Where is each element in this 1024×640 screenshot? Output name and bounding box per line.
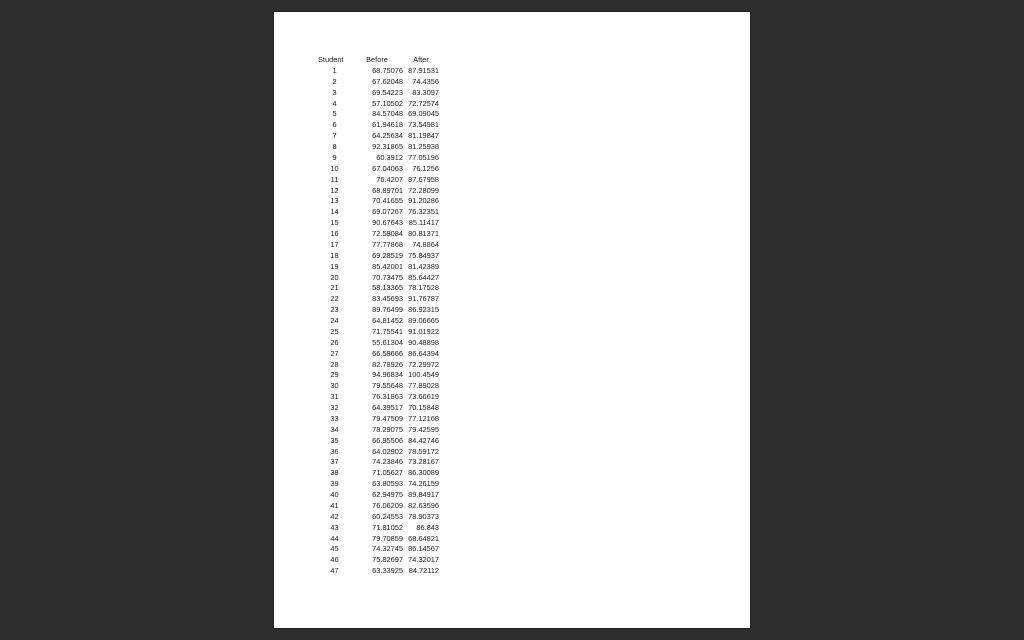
cell-student: 26: [330, 337, 339, 347]
cell-before: 66.58666: [372, 348, 403, 358]
cell-after: 69.09045: [408, 109, 439, 119]
cell-student: 22: [330, 294, 339, 304]
cell-student: 12: [330, 185, 339, 195]
cell-after: 77.89028: [408, 381, 439, 391]
cell-before: 69.54223: [372, 87, 403, 97]
cell-student: 4: [332, 98, 337, 108]
cell-student: 37: [330, 457, 339, 467]
table-row: [318, 544, 439, 555]
cell-student: 3: [332, 87, 337, 97]
table-row: [318, 240, 439, 251]
cell-after: 86.843: [416, 522, 439, 532]
table-row: [318, 566, 439, 577]
table-row: [318, 283, 439, 294]
scores-table: [318, 55, 439, 577]
table-row: [318, 142, 439, 153]
cell-before: 85.42001: [372, 261, 403, 271]
cell-before: 64.81452: [372, 316, 403, 325]
cell-before: 55.61304: [372, 337, 403, 347]
table-row: [318, 501, 439, 512]
cell-after: 74.8864: [412, 239, 439, 249]
table-row: [318, 109, 439, 120]
cell-after: 72.28099: [408, 185, 439, 195]
cell-after: 80.81371: [408, 229, 439, 238]
cell-after: 77.12168: [408, 413, 439, 423]
cell-before: 89.76499: [372, 305, 403, 315]
cell-student: 5: [332, 109, 337, 119]
table-row: [318, 338, 439, 349]
cell-after: 84.42746: [408, 435, 439, 445]
cell-after: 70.15848: [408, 403, 439, 412]
cell-before: 60.24553: [372, 511, 403, 521]
cell-after: 91.20286: [408, 196, 439, 206]
cell-before: 70.41655: [372, 196, 403, 206]
cell-before: 79.47509: [372, 413, 403, 423]
cell-before: 69.07267: [372, 207, 403, 217]
cell-student: 43: [330, 522, 339, 532]
table-row: [318, 262, 439, 273]
cell-after: 90.48898: [408, 337, 439, 347]
cell-before: 64.25634: [372, 131, 403, 141]
cell-student: 21: [330, 283, 339, 293]
cell-after: 73.54981: [408, 120, 439, 130]
cell-after: 86.30089: [408, 468, 439, 478]
table-row: [318, 251, 439, 262]
cell-before: 57.10502: [372, 98, 403, 108]
cell-student: 10: [330, 163, 339, 173]
cell-student: 2: [332, 76, 337, 86]
table-row: [318, 447, 439, 458]
cell-after: 72.72574: [408, 98, 439, 108]
table-row: [318, 327, 439, 338]
cell-before: 72.58084: [372, 229, 403, 238]
cell-after: 87.67958: [408, 174, 439, 184]
table-row: [318, 66, 439, 77]
cell-student: 25: [330, 326, 339, 336]
cell-before: 92.31865: [372, 142, 403, 151]
cell-before: 76.4207: [376, 174, 403, 184]
table-row: [318, 120, 439, 131]
cell-after: 81.42389: [408, 261, 439, 271]
table-row: [318, 370, 439, 381]
cell-before: 90.67643: [372, 218, 403, 228]
table-row: [318, 207, 439, 218]
cell-before: 63.80593: [372, 479, 403, 489]
cell-after: 76.1256: [412, 163, 439, 173]
cell-before: 79.55648: [372, 381, 403, 391]
cell-before: 67.04063: [372, 163, 403, 173]
cell-after: 76.32351: [408, 207, 439, 217]
cell-before: 63.33925: [372, 566, 403, 576]
cell-before: 67.62048: [372, 76, 403, 86]
cell-before: 71.05627: [372, 468, 403, 478]
cell-student: 17: [330, 239, 339, 249]
cell-before: 61.94618: [372, 120, 403, 130]
cell-before: 79.70859: [372, 533, 403, 543]
table-row: [318, 403, 439, 414]
cell-student: 35: [330, 435, 339, 445]
table-row: [318, 186, 439, 197]
cell-before: 70.73475: [372, 272, 403, 282]
cell-student: 47: [330, 566, 339, 576]
cell-student: 31: [330, 392, 339, 402]
table-row: [318, 273, 439, 284]
cell-before: 60.3912: [376, 152, 403, 162]
cell-after: 68.64821: [408, 533, 439, 543]
table-row: [318, 425, 439, 436]
table-row: [318, 490, 439, 501]
cell-after: 74.32017: [408, 555, 439, 565]
cell-student: 36: [330, 446, 339, 456]
cell-after: 89.06665: [408, 316, 439, 325]
cell-student: 42: [330, 511, 339, 521]
header-after: After: [413, 55, 429, 64]
table-row: [318, 131, 439, 142]
cell-after: 78.59172: [408, 446, 439, 456]
cell-before: 94.96834: [372, 370, 403, 380]
table-row: [318, 436, 439, 447]
cell-after: 81.25938: [408, 142, 439, 151]
table-row: [318, 523, 439, 534]
cell-before: 64.02902: [372, 446, 403, 456]
cell-student: 6: [332, 120, 337, 130]
cell-student: 11: [330, 174, 339, 184]
cell-after: 86.92315: [408, 305, 439, 315]
cell-before: 76.31863: [372, 392, 403, 402]
table-row: [318, 99, 439, 110]
table-row: [318, 349, 439, 360]
cell-student: 34: [330, 424, 339, 434]
cell-after: 73.66619: [408, 392, 439, 402]
table-row: [318, 175, 439, 186]
cell-before: 74.23846: [372, 457, 403, 467]
table-row: [318, 88, 439, 99]
cell-student: 20: [330, 272, 339, 282]
cell-after: 74.26159: [408, 479, 439, 489]
cell-student: 40: [330, 490, 339, 499]
table-row: [318, 534, 439, 545]
cell-after: 78.17528: [408, 283, 439, 293]
cell-after: 73.28167: [408, 457, 439, 467]
cell-student: 7: [332, 131, 337, 141]
cell-student: 15: [330, 218, 339, 228]
cell-before: 66.95506: [372, 435, 403, 445]
table-row: [318, 316, 439, 327]
cell-student: 16: [330, 229, 339, 238]
table-row: [318, 153, 439, 164]
table-row: [318, 196, 439, 207]
table-row: [318, 468, 439, 479]
table-row: [318, 392, 439, 403]
table-row: [318, 164, 439, 175]
document-page: [274, 12, 750, 628]
cell-student: 30: [330, 381, 339, 391]
cell-student: 8: [332, 142, 337, 151]
cell-after: 83.3097: [412, 87, 439, 97]
header-student: Student: [318, 55, 344, 64]
cell-after: 89.84917: [408, 490, 439, 499]
cell-student: 39: [330, 479, 339, 489]
cell-before: 68.75076: [372, 65, 403, 75]
cell-student: 38: [330, 468, 339, 478]
table-body: [318, 66, 439, 577]
table-row: [318, 360, 439, 371]
cell-student: 32: [330, 403, 339, 412]
cell-student: 46: [330, 555, 339, 565]
cell-after: 81.19847: [408, 131, 439, 141]
cell-student: 1: [332, 65, 337, 75]
cell-student: 24: [330, 316, 339, 325]
table-row: [318, 294, 439, 305]
cell-after: 87.91531: [408, 65, 439, 75]
cell-before: 71.75541: [372, 326, 403, 336]
cell-after: 86.64394: [408, 348, 439, 358]
table-row: [318, 381, 439, 392]
cell-student: 28: [330, 359, 339, 369]
cell-student: 27: [330, 348, 339, 358]
cell-student: 33: [330, 413, 339, 423]
cell-before: 64.39517: [372, 403, 403, 412]
cell-after: 85.11417: [408, 218, 439, 228]
cell-after: 79.42595: [408, 424, 439, 434]
cell-student: 9: [332, 152, 337, 162]
cell-before: 83.45693: [372, 294, 403, 304]
table-row: [318, 555, 439, 566]
header-row: [318, 55, 439, 66]
cell-student: 41: [330, 500, 339, 510]
cell-before: 82.78926: [372, 359, 403, 369]
cell-after: 75.84937: [408, 250, 439, 260]
cell-before: 76.06209: [372, 500, 403, 510]
cell-before: 78.29075: [372, 424, 403, 434]
table-row: [318, 218, 439, 229]
cell-before: 84.57048: [372, 109, 403, 119]
cell-after: 100.4549: [408, 370, 439, 380]
cell-student: 19: [330, 261, 339, 271]
cell-student: 23: [330, 305, 339, 315]
cell-before: 58.13365: [372, 283, 403, 293]
cell-before: 71.81052: [372, 522, 403, 532]
cell-after: 85.64427: [408, 272, 439, 282]
cell-student: 14: [330, 207, 339, 217]
cell-after: 82.63596: [408, 500, 439, 510]
cell-after: 72.29972: [408, 359, 439, 369]
header-before: Before: [366, 55, 388, 64]
cell-before: 62.94975: [372, 490, 403, 499]
table-row: [318, 229, 439, 240]
cell-before: 74.32745: [372, 544, 403, 554]
cell-after: 77.05196: [408, 152, 439, 162]
cell-before: 77.77868: [372, 239, 403, 249]
cell-student: 45: [330, 544, 339, 554]
table-row: [318, 77, 439, 88]
table-row: [318, 414, 439, 425]
cell-after: 74.4356: [412, 76, 439, 86]
cell-before: 68.89701: [372, 185, 403, 195]
cell-student: 13: [330, 196, 339, 206]
cell-student: 18: [330, 250, 339, 260]
table-row: [318, 305, 439, 316]
table-row: [318, 479, 439, 490]
table-row: [318, 457, 439, 468]
cell-before: 69.28519: [372, 250, 403, 260]
cell-student: 44: [330, 533, 339, 543]
cell-student: 29: [330, 370, 339, 380]
table-row: [318, 512, 439, 523]
cell-after: 91.01922: [408, 326, 439, 336]
cell-after: 91.76787: [408, 294, 439, 304]
cell-after: 86.14567: [408, 544, 439, 554]
cell-after: 78.90373: [408, 511, 439, 521]
cell-after: 84.72112: [408, 566, 439, 576]
cell-before: 75.82697: [372, 555, 403, 565]
